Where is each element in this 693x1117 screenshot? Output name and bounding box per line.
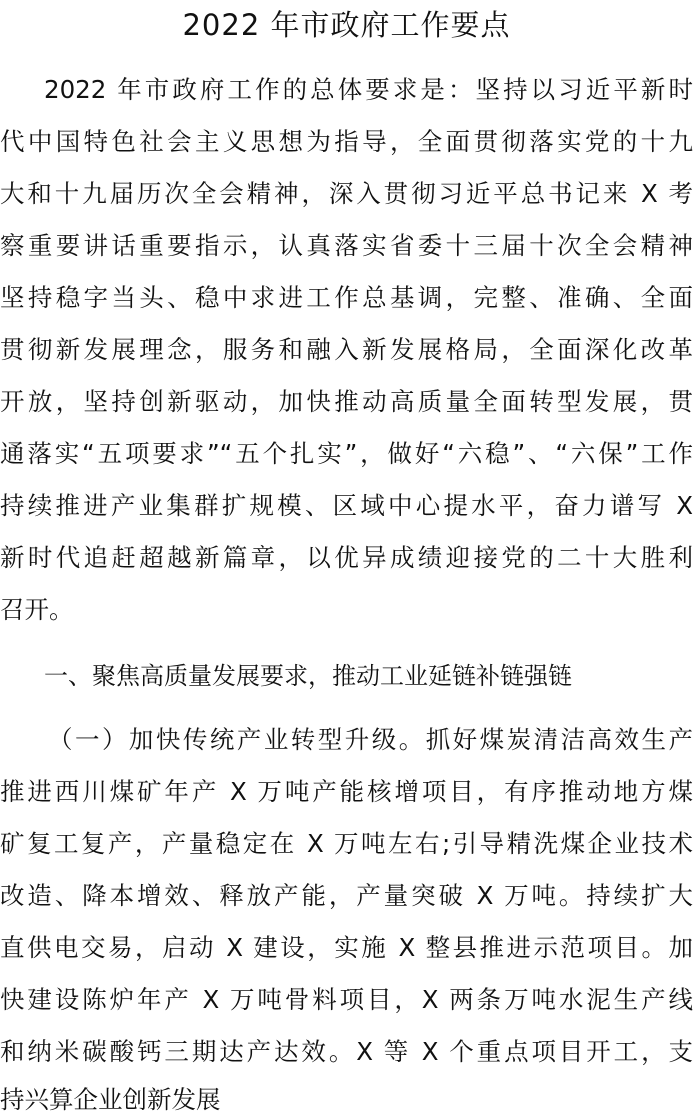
intro-line: 坚持稳字当头、稳中求进工作总基调，完整、准确、全面 (0, 283, 693, 312)
subsection-line: 改造、降本增效、释放产能，产量突破 X 万吨。持续扩大 (0, 881, 693, 910)
subsection-line: 快建设陈炉年产 X 万吨骨料项目，X 两条万吨水泥生产线 (0, 985, 693, 1014)
subsection-line: 和纳米碳酸钙三期达产达效。X 等 X 个重点项目开工，支 (0, 1037, 693, 1066)
intro-line: 2022 年市政府工作的总体要求是：坚持以习近平新时 (44, 75, 693, 104)
subsection-line: 持兴算企业创新发展 (0, 1085, 221, 1114)
intro-line: 察重要讲话重要指示，认真落实省委十三届十次全会精神 (0, 231, 693, 260)
intro-line: 持续推进产业集群扩规模、区域中心提水平，奋力谱写 X (0, 491, 693, 520)
section-heading: 一、聚焦高质量发展要求，推动工业延链补链强链 (44, 662, 572, 690)
intro-line: 开放，坚持创新驱动，加快推动高质量全面转型发展，贯 (0, 387, 693, 416)
intro-line: 大和十九届历次全会精神，深入贯彻习近平总书记来 X 考 (0, 179, 693, 208)
intro-line: 新时代追赶超越新篇章，以优异成绩迎接党的二十大胜利 (0, 543, 693, 572)
subsection-line: 矿复工复产，产量稳定在 X 万吨左右;引导精洗煤企业技术 (0, 829, 693, 858)
intro-line: 召开。 (0, 595, 74, 624)
intro-line: 通落实“五项要求”“五个扎实”，做好“六稳”、“六保”工作 (0, 439, 693, 468)
intro-line: 代中国特色社会主义思想为指导，全面贯彻落实党的十九 (0, 127, 693, 156)
document-title: 2022 年市政府工作要点 (182, 8, 511, 42)
subsection-line: 推进西川煤矿年产 X 万吨产能核增项目，有序推动地方煤 (0, 777, 693, 806)
intro-line: 贯彻新发展理念，服务和融入新发展格局，全面深化改革 (0, 335, 693, 364)
subsection-line: （一）加快传统产业转型升级。抓好煤炭清洁高效生产 (48, 725, 693, 754)
subsection-line: 直供电交易，启动 X 建设，实施 X 整县推进示范项目。加 (0, 933, 693, 962)
